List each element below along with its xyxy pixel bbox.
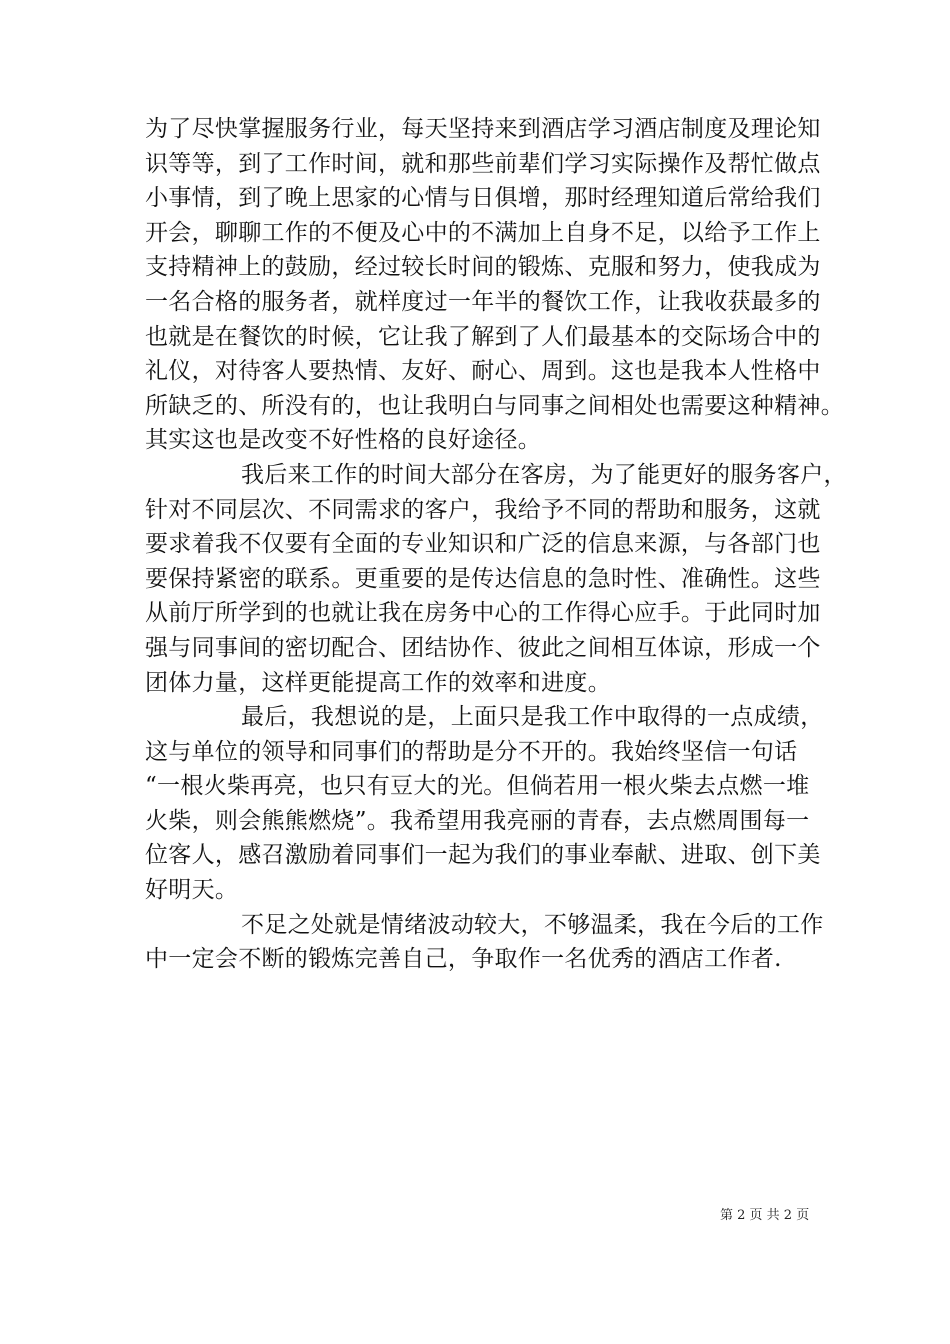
text-line: 支持精神上的鼓励，经过较长时间的锻炼、克服和努力，使我成为: [145, 254, 821, 281]
text-line: 一名合格的服务者，就样度过一年半的餐饮工作，让我收获最多的: [145, 288, 821, 315]
text-line: 也就是在餐饮的时候，它让我了解到了人们最基本的交际场合中的: [145, 323, 821, 350]
text-line: 中一定会不断的锻炼完善自己，争取作一名优秀的酒店工作者.: [145, 946, 782, 973]
text-line: 不足之处就是情绪波动较大，不够温柔，我在今后的工作: [241, 911, 824, 938]
paragraph-3: [145, 700, 825, 908]
paragraph-2: [145, 458, 847, 700]
paragraph-1: [145, 112, 844, 458]
text-line: 强与同事间的密切配合、团结协作、彼此之间相互体谅，形成一个: [145, 634, 821, 661]
document-body: [145, 112, 847, 977]
paragraph-4: [145, 908, 825, 977]
text-line: 火柴，则会熊熊燃烧”。我希望用我亮丽的青春，去点燃周围每一: [145, 807, 810, 834]
text-line: 所缺乏的、所没有的，也让我明白与同事之间相处也需要这种精神。: [145, 392, 844, 419]
text-line: 针对不同层次、不同需求的客户，我给予不同的帮助和服务，这就: [145, 496, 821, 523]
text-line: 这与单位的领导和同事们的帮助是分不开的。我始终坚信一句话: [145, 738, 798, 765]
text-line: 好明天。: [145, 877, 239, 904]
page-number-footer: 第 2 页 共 2 页: [720, 1208, 810, 1223]
text-line: “一根火柴再亮，也只有豆大的光。但倘若用一根火柴去点燃一堆: [145, 773, 810, 800]
text-line: 团体力量，这样更能提高工作的效率和进度。: [145, 669, 611, 696]
text-line: 礼仪，对待客人要热情、友好、耐心、周到。这也是我本人性格中: [145, 358, 821, 385]
text-line: 小事情，到了晚上思家的心情与日俱增，那时经理知道后常给我们: [145, 185, 821, 212]
text-line: 位客人，感召激励着同事们一起为我们的事业奉献、进取、创下美: [145, 842, 821, 869]
text-line: 识等等，到了工作时间，就和那些前辈们学习实际操作及帮忙做点: [145, 150, 821, 177]
text-line: 要保持紧密的联系。更重要的是传达信息的急时性、准确性。这些: [145, 565, 821, 592]
text-line: 为了尽快掌握服务行业，每天坚持来到酒店学习酒店制度及理论知: [145, 116, 821, 142]
text-line: 最后，我想说的是，上面只是我工作中取得的一点成绩，: [241, 704, 824, 731]
text-line: 从前厅所学到的也就让我在房务中心的工作得心应手。于此同时加: [145, 600, 821, 627]
text-line: 其实这也是改变不好性格的良好途径。: [145, 427, 542, 454]
text-line: 要求着我不仅要有全面的专业知识和广泛的信息来源，与各部门也: [145, 531, 821, 558]
text-line: 我后来工作的时间大部分在客房，为了能更好的服务客户，: [241, 461, 847, 488]
text-line: 开会，聊聊工作的不便及心中的不满加上自身不足，以给予工作上: [145, 219, 821, 246]
